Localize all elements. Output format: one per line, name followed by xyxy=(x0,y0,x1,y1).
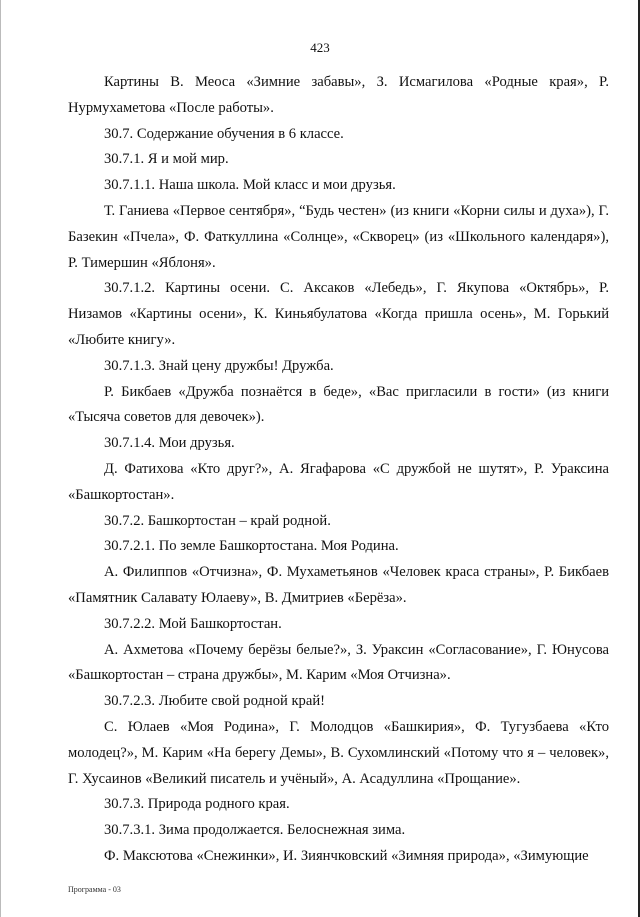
section-heading: 30.7. Содержание обучения в 6 классе. xyxy=(104,125,344,142)
section-heading: 30.7.2. Башкортостан – край родной. xyxy=(104,512,331,529)
paragraph: С. Юлаев «Моя Родина», Г. Молодцов «Башкирия», Ф. Тугузбаева «Кто молодец?», М. Карим «На берегу Демы», В. Сухомлинский «Потому что я – человек», Г. Хусаинов «Великий писатель и учёный», А. Асадуллина «Прощание». xyxy=(68,718,609,787)
paragraph: А. Ахметова «Почему берёзы белые?», З. Ураксин «Согласование», Г. Юнусова «Башкортостан – страна дружбы», М. Карим «Моя Отчизна». xyxy=(68,641,609,684)
paragraph: Картины В. Меоса «Зимние забавы», З. Исмагилова «Родные края», Р. Нурмухаметова «После работы». xyxy=(68,74,609,116)
section-heading: 30.7.1.4. Мои друзья. xyxy=(104,435,235,452)
section-heading: 30.7.3.1. Зима продолжается. Белоснежная зима. xyxy=(104,822,406,839)
paragraph: 30.7.1.2. Картины осени. С. Аксаков «Лебедь», Г. Якупова «Октябрь», Р. Низамов «Картины осени», К. Киньябулатова «Когда пришла осень», М. Горький «Любите книгу». xyxy=(68,280,609,348)
section-heading: 30.7.3. Природа родного края. xyxy=(104,796,290,813)
paragraph: Ф. Максютова «Снежинки», И. Зиянчковский «Зимняя природа», «Зимующие xyxy=(104,847,589,864)
paragraph: Д. Фатихова «Кто друг?», А. Ягафарова «С дружбой не шутят», Р. Ураксина «Башкортостан». xyxy=(68,460,609,503)
paragraph: Т. Ганиева «Первое сентября», “Будь честен» (из книги «Корни силы и духа»), Г. Базекин «Пчела», Ф. Фаткуллина «Солнце», «Скворец» (из «Школьного календаря»), Р. Тимершин «Яблоня». xyxy=(68,202,609,271)
scan-edge-left xyxy=(0,0,1,917)
page-number: 423 xyxy=(310,40,330,55)
section-heading: 30.7.2.1. По земле Башкортостана. Моя Родина. xyxy=(104,538,399,555)
section-heading: 30.7.1. Я и мой мир. xyxy=(104,151,229,168)
document-body xyxy=(68,70,609,870)
section-heading: 30.7.2.2. Мой Башкортостан. xyxy=(104,615,282,632)
footer-label: Программа - 03 xyxy=(68,885,121,894)
section-heading: 30.7.1.1. Наша школа. Мой класс и мои друзья. xyxy=(104,177,396,194)
section-heading: 30.7.1.3. Знай цену дружбы! Дружба. xyxy=(104,357,334,374)
section-heading: 30.7.2.3. Любите свой родной край! xyxy=(104,693,325,710)
paragraph: Р. Бикбаев «Дружба познаётся в беде», «Вас пригласили в гости» (из книги «Тысяча советов для девочек»). xyxy=(68,383,609,426)
paragraph: А. Филиппов «Отчизна», Ф. Мухаметьянов «Человек краса страны», Р. Бикбаев «Памятник Салавату Юлаеву», В. Дмитриев «Берёза». xyxy=(68,564,609,606)
